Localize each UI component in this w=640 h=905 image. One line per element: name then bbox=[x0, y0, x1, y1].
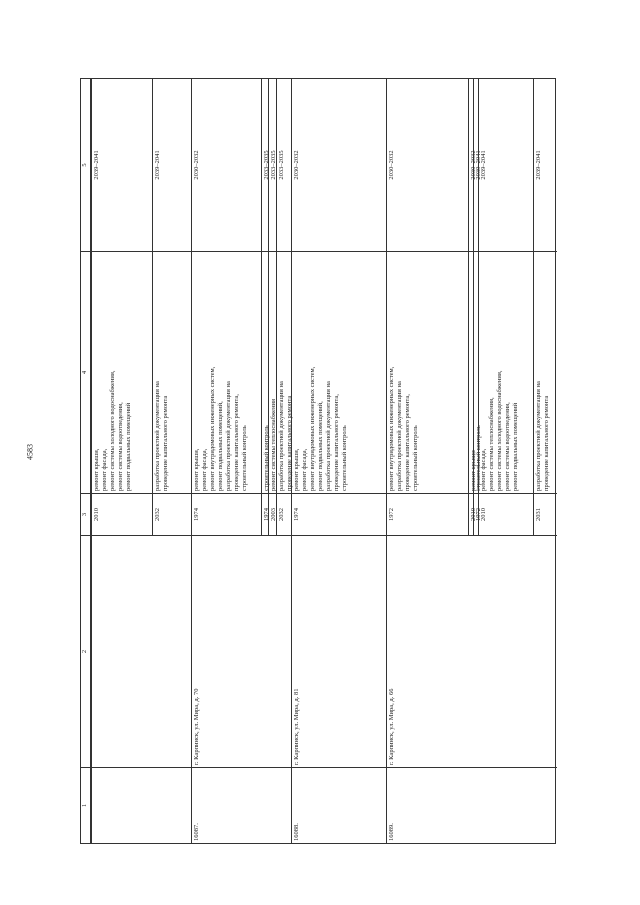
year-cell: 2032 bbox=[276, 493, 291, 535]
work-item: ремонт фасада, bbox=[301, 448, 308, 491]
work-item: разработка проектной документации на bbox=[225, 381, 232, 491]
year-cell: 1974 bbox=[261, 493, 268, 535]
work-item: ремонт подвальных помещений, bbox=[317, 401, 324, 491]
building-address: г. Карпинск, ул. Мира, д. 66 bbox=[388, 688, 395, 765]
year-cell: 2003 bbox=[268, 493, 276, 535]
building-address: г. Карпинск, ул. Мира, д. 70 bbox=[193, 688, 200, 765]
work-item: ремонт подвальных помещений bbox=[125, 402, 132, 491]
period-cell: 2033–2035 bbox=[261, 79, 268, 251]
address-cell bbox=[291, 535, 386, 767]
work-item: строительный контроль bbox=[341, 425, 348, 491]
work-item: ремонт внутридомовых инженерных систем, bbox=[309, 366, 316, 491]
work-item: ремонт системы теплоснабжения, bbox=[488, 397, 495, 491]
work-item: ремонт внутридомовых инженерных систем, bbox=[209, 366, 216, 491]
year-cell: 2010 bbox=[478, 493, 533, 535]
work-item: строительный контроль bbox=[475, 425, 482, 491]
work-list-cell bbox=[478, 251, 533, 493]
building-number: 16087. bbox=[193, 823, 200, 841]
work-item: ремонт подвальных помещений bbox=[512, 402, 519, 491]
work-item: строительный контроль bbox=[412, 425, 419, 491]
work-item: ремонт системы холодного водоснабжения, bbox=[109, 370, 116, 491]
work-item: ремонт внутридомовых инженерных систем, bbox=[388, 366, 395, 491]
page-number: 4583 bbox=[25, 444, 35, 460]
address-cell bbox=[91, 535, 191, 767]
work-item: проведение капитального ремонта bbox=[286, 395, 293, 491]
building-number-cell bbox=[191, 767, 291, 843]
work-item: ремонт системы водоотведения, bbox=[504, 402, 511, 491]
work-item: проведение капитального ремонта bbox=[543, 395, 550, 491]
work-item: проведение капитального ремонта, bbox=[333, 394, 340, 491]
work-item: разработка проектной документации на bbox=[396, 381, 403, 491]
address-cell bbox=[386, 535, 557, 767]
work-list-cell bbox=[291, 251, 386, 493]
work-item: строительный контроль bbox=[263, 425, 270, 491]
work-list-cell bbox=[191, 251, 261, 493]
period-cell: 2039–2041 bbox=[473, 79, 478, 251]
period-cell: 2030–2032 bbox=[468, 79, 473, 251]
period-cell: 2039–2041 bbox=[478, 79, 533, 251]
work-list-cell bbox=[533, 251, 557, 493]
work-item: разработка проектной документации на bbox=[535, 381, 542, 491]
work-item: ремонт фасада, bbox=[201, 448, 208, 491]
work-item: ремонт системы холодного водоснабжения, bbox=[496, 370, 503, 491]
work-item: ремонт крыши, bbox=[193, 448, 200, 491]
work-item: строительный контроль bbox=[241, 425, 248, 491]
column-header-3: 3 bbox=[81, 493, 91, 535]
work-item: ремонт крыши, bbox=[93, 448, 100, 491]
work-list-cell bbox=[276, 251, 291, 493]
work-item: разработка проектной документации на bbox=[154, 381, 161, 491]
period-cell: 2039–2041 bbox=[152, 79, 191, 251]
period-cell: 2039–2041 bbox=[533, 79, 557, 251]
work-item: проведение капитального ремонта, bbox=[404, 394, 411, 491]
work-list-cell bbox=[152, 251, 191, 493]
work-item: проведение капитального ремонта, bbox=[233, 394, 240, 491]
work-item: ремонт фасада, bbox=[101, 448, 108, 491]
period-cell: 2030–2032 bbox=[386, 79, 468, 251]
column-header-1: 1 bbox=[81, 767, 91, 843]
year-cell: 2010 bbox=[468, 493, 473, 535]
building-number: 16089. bbox=[388, 823, 395, 841]
work-item: ремонт крыши, bbox=[293, 448, 300, 491]
building-address: г. Карпинск, ул. Мира, д. 81 bbox=[293, 688, 300, 765]
work-item: ремонт крыши bbox=[470, 450, 477, 491]
year-cell: 2010 bbox=[91, 493, 152, 535]
period-cell: 2039–2041 bbox=[91, 79, 152, 251]
building-number-cell bbox=[386, 767, 557, 843]
address-cell bbox=[191, 535, 291, 767]
work-item: ремонт системы водоотведения, bbox=[117, 402, 124, 491]
building-number-cell bbox=[291, 767, 386, 843]
year-cell: 1974 bbox=[191, 493, 261, 535]
period-cell: 2030–2032 bbox=[291, 79, 386, 251]
period-cell: 2033–2035 bbox=[268, 79, 276, 251]
period-cell: 2030–2032 bbox=[191, 79, 261, 251]
work-item: разработка проектной документации на bbox=[278, 381, 285, 491]
work-list-cell bbox=[386, 251, 468, 493]
work-list-cell bbox=[91, 251, 152, 493]
work-list-cell bbox=[261, 251, 268, 493]
year-cell: 2031 bbox=[533, 493, 557, 535]
building-number: 16088. bbox=[293, 823, 300, 841]
work-item: ремонт подвальных помещений, bbox=[217, 401, 224, 491]
column-header-2: 2 bbox=[81, 535, 91, 767]
work-item: проведение капитального ремонта bbox=[162, 395, 169, 491]
year-cell: 1972 bbox=[386, 493, 468, 535]
work-item: разработка проектной документации на bbox=[325, 381, 332, 491]
period-cell: 2033–2035 bbox=[276, 79, 291, 251]
work-list-cell bbox=[268, 251, 276, 493]
year-cell: 2032 bbox=[152, 493, 191, 535]
year-cell: 1974 bbox=[291, 493, 386, 535]
work-item: ремонт системы теплоснабжения bbox=[270, 398, 277, 491]
building-number-cell bbox=[91, 767, 191, 843]
column-header-4: 4 bbox=[81, 251, 91, 493]
work-item: ремонт фасада, bbox=[480, 448, 487, 491]
repair-schedule-table bbox=[80, 78, 556, 844]
column-header-5: 5 bbox=[81, 79, 91, 251]
year-cell: 1972 bbox=[473, 493, 478, 535]
